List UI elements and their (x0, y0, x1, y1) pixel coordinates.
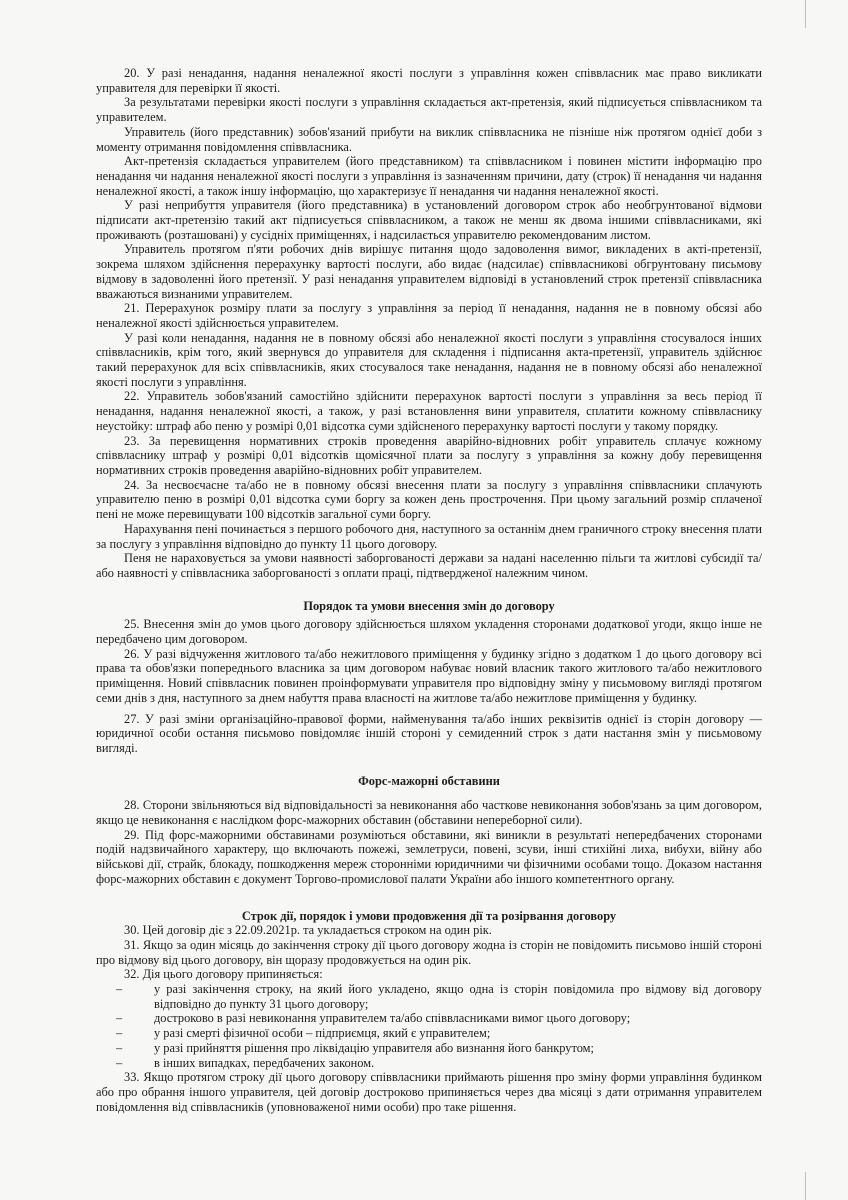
list-item: – у разі закінчення строку, на який його укладено, якщо одна із сторін повідомила про відмову від договору відповідно до пункту 31 цього договору; (116, 982, 762, 1011)
scan-edge-mark-bottom (805, 1172, 806, 1200)
section-claims (96, 66, 762, 581)
paragraph-29: 29. Під форс-мажорними обставинами розуміються обставини, які виникли в результаті непередбачених сторонами подій надзвичайного характеру, що включають пожежі, землетруси, повені, зсуви, інші стихійні лиха, вибухи, війну або військові дії, страйк, блокаду, пошкодження мереж сторонніми юридичними чи фізичними особами тощо. Доказом настання форс-мажорних обставин є документ Торгово-промислової палати України або іншого компетентного органу. (96, 827, 762, 886)
paragraph-20-arrival: Управитель (його представник) зобов'язаний прибути на виклик співвласника не пізніше ніж протягом однієї доби з моменту отримання повідомлення співвласника. (96, 124, 762, 154)
paragraph-20: 20. У разі ненадання, надання неналежної якості послуги з управління кожен співвласник має право викликати управителя для перевірки її якості. (96, 66, 762, 95)
paragraph-20-act: За результатами перевірки якості послуги з управління складається акт-претензія, який підписується співвласником та управителем. (96, 95, 762, 125)
paragraph-21-others: У разі коли ненадання, надання не в повному обсязі або неналежної якості послуги з управління стосувалося інших співвласників, крім того, який звернувся до управителя для складення і підписання акта-претензії, управитель здійснює такий перерахунок для всіх співвласників, яких стосувалося таке ненадання, надання не в повному обсязі або неналежної якості послуги з управління. (96, 330, 762, 389)
paragraph-28: 28. Сторони звільняються від відповідальності за невиконання або часткове невиконання зобов'язань за цим договором, якщо це невиконання є наслідком форс-мажорних обставин (обставини непереборної сили). (96, 798, 762, 828)
paragraph-20-response: Управитель протягом п'яти робочих днів вирішує питання щодо задоволення вимог, викладених в акті-претензії, зокрема шляхом здійснення перерахунку вартості послуги, або видає (надсилає) співвласникові обгрунтовану письмову відмову в задоволенні його претензії. У разі ненадання управителем відповіді в установлений строк претензії співвласника вважаються визнаними управителем. (96, 242, 762, 301)
paragraph-23: 23. За перевищення нормативних строків проведення аварійно-відновних робіт управитель сплачує кожному співвласнику штраф у розмірі 0,01 відсотків щомісячної плати за послугу з управління за кожну добу перевищення нормативних строків проведення аварійно-відновних робіт управителем. (96, 433, 762, 477)
paragraph-27: 27. У разі зміни організаційно-правової форми, найменування та/або інших реквізитів однієї із сторін договору — юридичної особи остання письмово повідомляє іншій стороні у семиденний строк з дати настання змін у письмовому вигляді. (96, 711, 762, 755)
list-item: – у разі прийняття рішення про ліквідацію управителя або визнання його банкрутом; (116, 1041, 762, 1056)
section-heading-amendments: Порядок та умови внесення змін до договору (303, 598, 555, 613)
paragraph-20-content: Акт-претензія складається управителем (його представником) та співвласником і повинен містити інформацію про ненадання чи надання неналежної якості послуги з управління із зазначенням причини, дату (строк) її ненадання чи надання неналежної якості, а також іншу інформацію, що характеризує її ненадання чи надання неналежної якості. (96, 154, 762, 198)
paragraph-24: 24. За несвоєчасне та/або не в повному обсязі внесення плати за послугу з управління співвласники сплачують управителю пеню в розмірі 0,01 відсотка суми боргу за кожен день прострочення. При цьому загальний розмір сплаченої пені не може перевищувати 100 відсотків загальної суми боргу. (96, 477, 762, 522)
paragraph-25: 25. Внесення змін до умов цього договору здійснюється шляхом укладення сторонами додаткової угоди, якщо інше не передбачено цим договором. (96, 617, 762, 647)
paragraph-20-absence: У разі неприбуття управителя (його представника) в установлений договором строк або необгрунтованої відмови підписати акт-претензію такий акт підписується співвласником, а також не менш як двома іншими співвласниками, які проживають (розташовані) у сусідніх приміщеннях, і надсилається управителю рекомендованим листом. (96, 198, 762, 242)
paragraph-33: 33. Якщо протягом строку дії цього договору співвласники приймають рішення про зміну форми управління будинком або про обрання іншого управителя, цей договір достроково припиняється через два місяці з дати отримання управителем повідомлення від співвласників (уповноваженої ними особи) про таке рішення. (96, 1070, 762, 1114)
paragraph-22: 22. Управитель зобов'язаний самостійно здійснити перерахунок вартості послуги з управління за весь період її ненадання, надання неналежної якості, а також, у разі встановлення вини управителя, сплатити кожному співвласнику неустойку: штраф або пеню у розмірі 0,01 відсотка суми здійсненого перерахунку вартості послуги у такому порядку. (96, 389, 762, 433)
list-item: – достроково в разі невиконання управителем та/або співвласниками вимог цього договору; (116, 1011, 762, 1026)
paragraph-32: 32. Дія цього договору припиняється: (124, 967, 323, 982)
paragraph-26: 26. У разі відчуження житлового та/або нежитлового приміщення у будинку згідно з додатком 1 до цього договору всі права та обов'язки попереднього власника за цим договором набуває новий власник такого житлового та/або нежитлового приміщення. Новий співвласник повинен проінформувати управителя про відповідну зміну у письмовому вигляді протягом семи днів з дня, наступного за днем набуття права власності на житлове та/або нежитлове приміщення у будинку. (96, 646, 762, 705)
paragraph-31: 31. Якщо за один місяць до закінчення строку дії цього договору жодна із сторін не повідомить письмово іншій стороні про відмову від цього договору, він щоразу продовжується на один рік. (96, 937, 762, 967)
list-item: – у разі смерті фізичної особи – підприємця, який є управителем; (116, 1026, 762, 1041)
termination-list (96, 982, 762, 1070)
list-item: – в інших випадках, передбачених законом. (116, 1056, 762, 1071)
paragraph-30: 30. Цей договір діє з 22.09.2021р. та укладається строком на один рік. (124, 923, 492, 938)
section-heading-force-majeure: Форс-мажорні обставини (358, 773, 500, 788)
paragraph-24-start: Нарахування пені починається з першого робочого дня, наступного за останнім днем граничного строку внесення плати за послугу з управління відповідно до пункту 11 цього договору. (96, 521, 762, 551)
paragraph-21: 21. Перерахунок розміру плати за послугу з управління за період її ненадання, надання не в повному обсязі або неналежної якості здійснюється управителем. (96, 301, 762, 330)
scan-edge-mark (805, 0, 806, 28)
paragraph-24-exception: Пеня не нараховується за умови наявності заборгованості держави за надані населенню пільги та житлові субсидії та/або наявності у співвласника заборгованості з оплати праці, підтвердженої належним чином. (96, 551, 762, 580)
section-heading-term: Строк дії, порядок і умови продовження дії та розірвання договору (241, 908, 617, 923)
